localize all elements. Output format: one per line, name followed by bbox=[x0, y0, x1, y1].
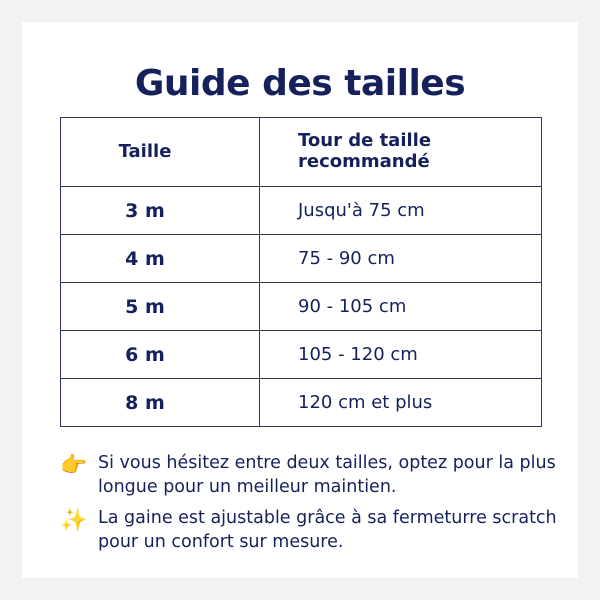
table-row bbox=[61, 187, 542, 235]
note-item bbox=[60, 507, 560, 554]
header-size: Taille bbox=[61, 118, 260, 187]
header-waist: Tour de taille recommandé bbox=[260, 118, 542, 187]
waist-cell: 75 - 90 cm bbox=[260, 235, 542, 283]
table-header-row bbox=[61, 118, 542, 187]
table-row bbox=[61, 235, 542, 283]
table-row bbox=[61, 379, 542, 427]
pointing-hand-icon: 👉 bbox=[60, 453, 88, 478]
size-table bbox=[60, 117, 542, 427]
waist-cell: 120 cm et plus bbox=[260, 379, 542, 427]
size-cell: 4 m bbox=[61, 235, 260, 283]
notes bbox=[60, 452, 560, 563]
table-row bbox=[61, 331, 542, 379]
sparkles-icon: ✨ bbox=[60, 508, 88, 534]
size-cell: 3 m bbox=[61, 187, 260, 235]
table-row bbox=[61, 283, 542, 331]
waist-cell: 105 - 120 cm bbox=[260, 331, 542, 379]
size-guide-card bbox=[22, 22, 578, 578]
waist-cell: 90 - 105 cm bbox=[260, 283, 542, 331]
size-cell: 6 m bbox=[61, 331, 260, 379]
waist-cell: Jusqu'à 75 cm bbox=[260, 187, 542, 235]
note-text: La gaine est ajustable grâce à sa fermeturre scratch pour un confort sur mesure. bbox=[98, 508, 557, 552]
page-title: Guide des tailles bbox=[134, 63, 466, 104]
size-cell: 8 m bbox=[61, 379, 260, 427]
note-item bbox=[60, 452, 560, 499]
note-text: Si vous hésitez entre deux tailles, optez pour la plus longue pour un meilleur maintien. bbox=[98, 453, 556, 497]
size-cell: 5 m bbox=[61, 283, 260, 331]
